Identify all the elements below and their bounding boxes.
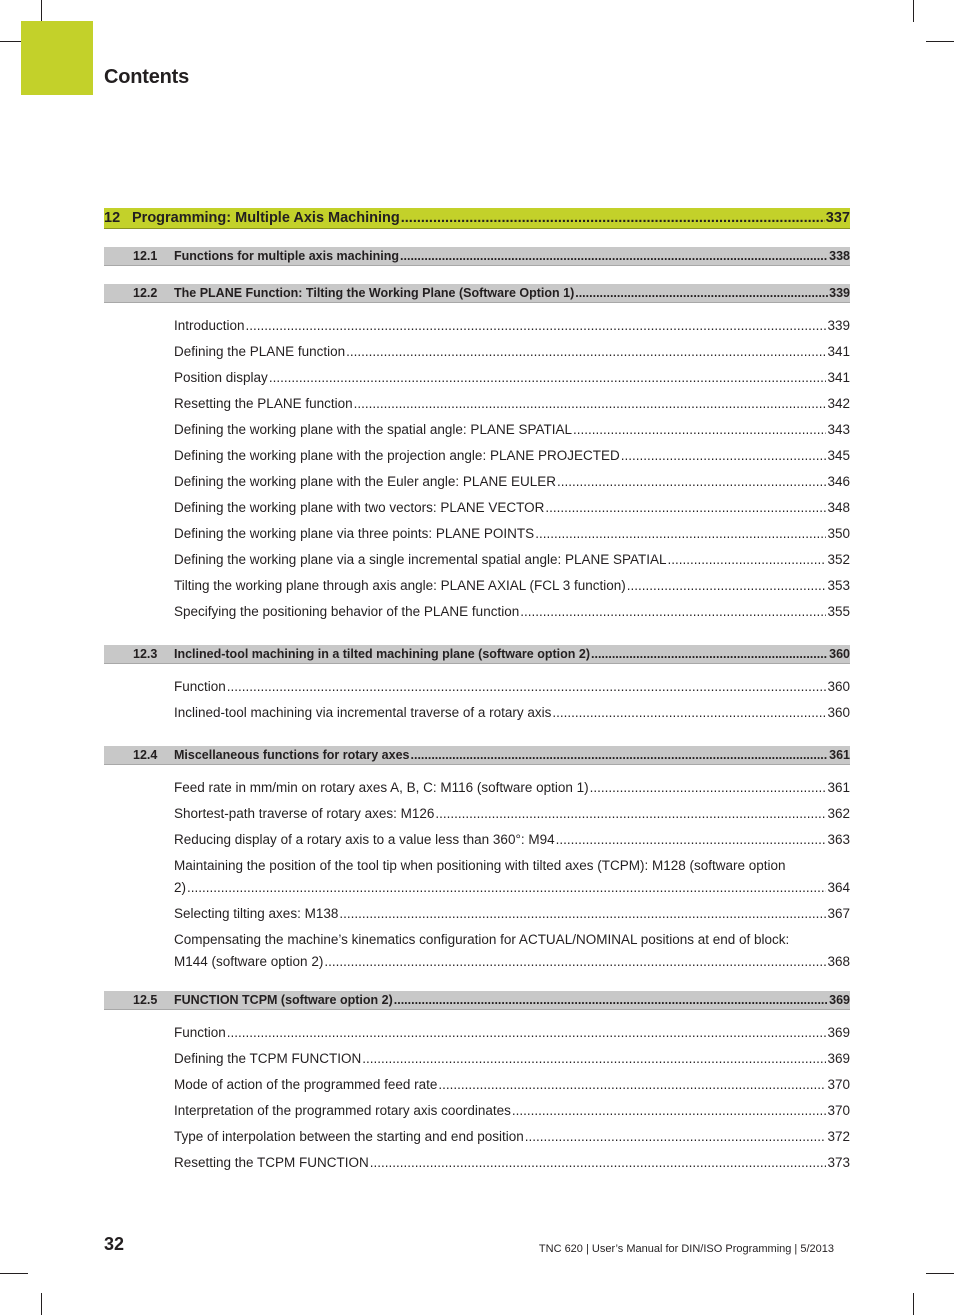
toc-entry[interactable] [174,1074,850,1100]
toc-entry[interactable] [174,929,850,973]
section-number: 12.4 [133,748,158,762]
dot-leader [394,993,828,1007]
entry-title: Defining the TCPM FUNCTION [174,1051,362,1066]
dot-leader [512,1100,827,1122]
toc-entry[interactable] [174,575,850,601]
entry-title: Interpretation of the programmed rotary axis coordinates [174,1103,511,1118]
dot-leader [354,393,827,415]
entry-title-line: Maintaining the position of the tool tip when positioning with tilted axes (TCPM): M128 (software option [174,858,786,873]
dot-leader [590,777,827,799]
dot-leader [552,702,826,724]
crop-mark [926,1273,954,1274]
entry-title: M144 (software option 2) [174,954,324,969]
crop-mark [0,1273,28,1274]
toc-entry[interactable] [174,1126,850,1152]
entry-title: Introduction [174,318,245,333]
entry-title: Mode of action of the programmed feed rate [174,1077,438,1092]
dot-leader [401,210,825,226]
entry-title: Inclined-tool machining via incremental traverse of a rotary axis [174,705,552,720]
toc-entry[interactable] [174,855,850,899]
entry-page: 360 [827,705,850,720]
toc-entry[interactable] [174,471,850,497]
section-heading[interactable] [104,991,850,1010]
toc-entry[interactable] [174,1048,850,1074]
chapter-title: Programming: Multiple Axis Machining [132,210,400,226]
dot-leader [346,341,826,363]
page-title: Contents [104,66,190,88]
dot-leader [339,903,826,925]
entry-page: 372 [827,1129,850,1144]
dot-leader [362,1048,826,1070]
section-title: Functions for multiple axis machining [174,249,400,263]
chapter-number: 12 [104,210,121,226]
crop-mark [926,41,954,42]
entry-page: 342 [827,396,850,411]
section-page: 360 [829,647,850,661]
crop-mark [41,0,42,22]
dot-leader [269,367,827,389]
entry-page: 339 [827,318,850,333]
toc-entry[interactable] [174,829,850,855]
toc-entry[interactable] [174,702,850,728]
section-page: 369 [829,993,850,1007]
section-title: Inclined-tool machining in a tilted machining plane (software option 2) [174,647,590,661]
entry-title: Reducing display of a rotary axis to a value less than 360°: M94 [174,832,555,847]
dot-leader [227,1022,827,1044]
entry-title: Shortest-path traverse of rotary axes: M126 [174,806,435,821]
toc-entry[interactable] [174,367,850,393]
entry-title: Resetting the PLANE function [174,396,353,411]
table-of-contents [104,208,850,1178]
toc-entry[interactable] [174,419,850,445]
section-number: 12.3 [133,647,158,661]
dot-leader [535,523,826,545]
section-page: 361 [829,748,850,762]
dot-leader [411,748,829,762]
entry-page: 369 [827,1051,850,1066]
entry-title: Selecting tilting axes: M138 [174,906,339,921]
entry-page: 352 [827,552,850,567]
toc-entry[interactable] [174,393,850,419]
footer-text: TNC 620 | User’s Manual for DIN/ISO Programming | 5/2013 [538,1243,834,1255]
toc-entry[interactable] [174,1100,850,1126]
dot-leader [370,1152,827,1174]
section-list [104,247,850,1178]
entry-page: 353 [827,578,850,593]
entry-title: Specifying the positioning behavior of the PLANE function [174,604,520,619]
entry-title: Tilting the working plane through axis angle: PLANE AXIAL (FCL 3 function) [174,578,626,593]
dot-leader [525,1126,827,1148]
entry-page: 355 [827,604,850,619]
dot-leader [627,575,827,597]
entry-title: Position display [174,370,268,385]
section-title: FUNCTION TCPM (software option 2) [174,993,393,1007]
dot-leader [227,676,827,698]
toc-entry[interactable] [174,523,850,549]
entry-list [104,777,850,973]
entry-page: 345 [827,448,850,463]
entry-page: 373 [827,1155,850,1170]
toc-entry[interactable] [174,341,850,367]
entry-title: Defining the working plane with two vectors: PLANE VECTOR [174,500,545,515]
toc-entry[interactable] [174,445,850,471]
entry-list [104,315,850,627]
section-number: 12.2 [133,286,158,300]
entry-page: 362 [827,806,850,821]
entry-title: Defining the working plane with the Euler angle: PLANE EULER [174,474,556,489]
section-heading[interactable] [104,746,850,765]
dot-leader [246,315,827,337]
entry-title: Type of interpolation between the starting and end position [174,1129,524,1144]
toc-entry[interactable] [174,601,850,627]
section-heading[interactable] [104,645,850,664]
entry-page: 350 [827,526,850,541]
toc-entry[interactable] [174,497,850,523]
dot-leader [575,286,828,300]
entry-page: 361 [827,780,850,795]
dot-leader [621,445,827,467]
dot-leader [324,951,826,973]
section-title: Miscellaneous functions for rotary axes [174,748,410,762]
dot-leader [438,1074,826,1096]
section-page: 338 [829,249,850,263]
entry-list [104,676,850,728]
toc-entry[interactable] [174,803,850,829]
entry-title: Resetting the TCPM FUNCTION [174,1155,369,1170]
entry-page: 364 [827,880,850,895]
toc-entry[interactable] [174,777,850,803]
entry-page: 343 [827,422,850,437]
section-title: The PLANE Function: Tilting the Working Plane (Software Option 1) [174,286,575,300]
toc-entry[interactable] [174,676,850,702]
toc-entry[interactable] [174,315,850,341]
toc-entry[interactable] [174,1022,850,1048]
dot-leader [557,471,827,493]
dot-leader [520,601,826,623]
section-heading[interactable] [104,247,850,266]
dot-leader [556,829,827,851]
dot-leader [573,419,826,441]
entry-title: Defining the working plane via a single incremental spatial angle: PLANE SPATIAL [174,552,667,567]
entry-page: 346 [827,474,850,489]
entry-title: Defining the PLANE function [174,344,346,359]
dot-leader [591,647,828,661]
crop-mark [913,1293,914,1315]
entry-title: 2) [174,880,187,895]
entry-page: 360 [827,679,850,694]
entry-title: Function [174,679,226,694]
page-number: 32 [104,1234,125,1254]
section-number: 12.5 [133,993,158,1007]
entry-page: 341 [827,370,850,385]
entry-title: Defining the working plane with the projection angle: PLANE PROJECTED [174,448,620,463]
toc-entry[interactable] [174,549,850,575]
dot-leader [400,249,828,263]
entry-list [104,1022,850,1178]
section-heading[interactable] [104,284,850,303]
entry-title: Defining the working plane with the spatial angle: PLANE SPATIAL [174,422,572,437]
entry-page: 368 [827,954,850,969]
entry-page: 370 [827,1103,850,1118]
entry-title-line: Compensating the machine’s kinematics configuration for ACTUAL/NOMINAL positions at end of block: [174,932,790,947]
chapter-page: 337 [825,210,850,226]
crop-mark [41,1293,42,1315]
dot-leader [187,877,826,899]
entry-title: Feed rate in mm/min on rotary axes A, B, C: M116 (software option 1) [174,780,589,795]
entry-title: Function [174,1025,226,1040]
dot-leader [435,803,826,825]
entry-page: 369 [827,1025,850,1040]
chapter-heading[interactable] [104,208,850,229]
chapter-tab-marker [21,21,93,95]
dot-leader [545,497,826,519]
section-page: 339 [829,286,850,300]
entry-page: 363 [827,832,850,847]
crop-mark [913,0,914,22]
entry-page: 370 [827,1077,850,1092]
dot-leader [668,549,827,571]
entry-page: 348 [827,500,850,515]
entry-title: Defining the working plane via three points: PLANE POINTS [174,526,535,541]
entry-page: 341 [827,344,850,359]
toc-entry[interactable] [174,903,850,929]
entry-page: 367 [827,906,850,921]
toc-entry[interactable] [174,1152,850,1178]
section-number: 12.1 [133,249,158,263]
